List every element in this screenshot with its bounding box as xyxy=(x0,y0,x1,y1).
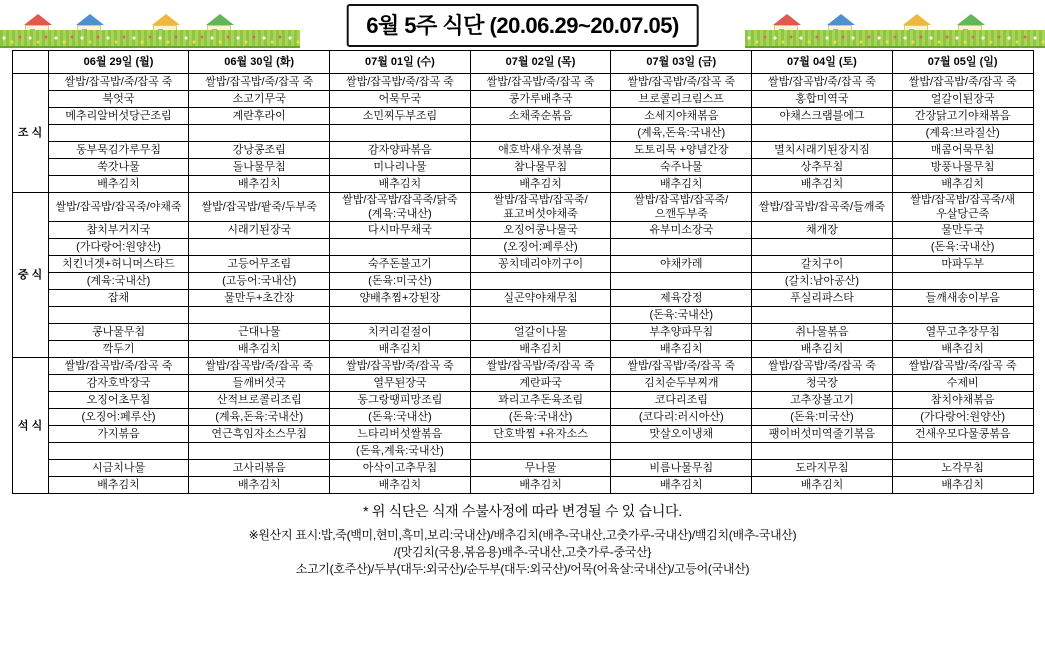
menu-cell: 배추김치 xyxy=(470,341,611,358)
table-row xyxy=(12,460,1033,477)
menu-cell: 참치야채볶음 xyxy=(892,392,1033,409)
page-header xyxy=(0,0,1045,48)
menu-cell: 양배추찜+강된장 xyxy=(330,290,471,307)
menu-cell: 감자양파볶음 xyxy=(330,142,471,159)
menu-cell xyxy=(189,239,330,256)
menu-cell: (계육:브라질산) xyxy=(892,125,1033,142)
menu-cell: 단호박찜 +유자소스 xyxy=(470,426,611,443)
menu-cell: 야채스크램블에그 xyxy=(752,108,893,125)
menu-cell: 팽이버섯미역줄기볶음 xyxy=(752,426,893,443)
menu-cell: (가다랑어:원양산) xyxy=(892,409,1033,426)
menu-cell: 근대나물 xyxy=(189,324,330,341)
title-box xyxy=(346,4,699,47)
menu-cell: 쌀밥/잡곡밥/죽/잡곡 죽 xyxy=(189,74,330,91)
menu-cell: 쌀밥/잡곡밥/죽/잡곡 죽 xyxy=(611,358,752,375)
menu-cell: 열무고추장무침 xyxy=(892,324,1033,341)
menu-cell: 브로콜리크림스프 xyxy=(611,91,752,108)
menu-cell: 배추김치 xyxy=(330,477,471,494)
page-title: 6월 5주 식단 (20.06.29~20.07.05) xyxy=(366,13,679,38)
table-header-row xyxy=(12,51,1033,74)
menu-cell: 꽁치데리야끼구이 xyxy=(470,256,611,273)
menu-cell xyxy=(189,307,330,324)
table-row xyxy=(12,409,1033,426)
menu-cell: 배추김치 xyxy=(330,176,471,193)
menu-cell: 부추양파무침 xyxy=(611,324,752,341)
menu-cell: 콩나물무침 xyxy=(48,324,189,341)
menu-cell: 계란후라이 xyxy=(189,108,330,125)
menu-cell: 배추김치 xyxy=(611,176,752,193)
menu-cell: 들깨버섯국 xyxy=(189,375,330,392)
decoration-right xyxy=(745,0,1045,48)
table-row xyxy=(12,358,1033,375)
menu-cell: 쌀밥/잡곡밥/죽/잡곡 죽 xyxy=(470,358,611,375)
menu-cell: 도토리묵 +양념간장 xyxy=(611,142,752,159)
note-origin-1: ※원산지 표시:밥,죽(백미,현미,흑미,보리:국내산)/배추김치(배추-국내산,고춧가루-국내산)/백김치(배추-국내산) xyxy=(248,528,797,542)
menu-cell: 쑥갓나물 xyxy=(48,159,189,176)
menu-cell: 쌀밥/잡곡밥/잡곡죽/표고버섯야채죽 xyxy=(470,193,611,222)
menu-cell: (계육,돈육:국내산) xyxy=(189,409,330,426)
menu-cell: 비름나물무침 xyxy=(611,460,752,477)
menu-cell: 메추리알버섯당근조림 xyxy=(48,108,189,125)
menu-cell: 쌀밥/잡곡밥/죽/잡곡 죽 xyxy=(892,358,1033,375)
menu-cell: 얼갈이된장국 xyxy=(892,91,1033,108)
table-row xyxy=(12,193,1033,222)
menu-cell xyxy=(611,273,752,290)
menu-cell: 동부묵김가루무침 xyxy=(48,142,189,159)
menu-cell: 야채카레 xyxy=(611,256,752,273)
corner-cell xyxy=(12,51,48,74)
menu-cell: 쌀밥/잡곡밥/죽/잡곡 죽 xyxy=(48,74,189,91)
menu-cell: (고등어:국내산) xyxy=(189,273,330,290)
menu-cell: (오징어:페루산) xyxy=(48,409,189,426)
menu-cell: 맛살오이냉채 xyxy=(611,426,752,443)
menu-cell: 노각무침 xyxy=(892,460,1033,477)
menu-cell: 배추김치 xyxy=(189,341,330,358)
menu-cell: 쌀밥/잡곡밥/잡곡죽/닭죽(계육:국내산) xyxy=(330,193,471,222)
menu-cell: 마파두부 xyxy=(892,256,1033,273)
menu-cell: 얼갈이나물 xyxy=(470,324,611,341)
menu-cell: (오징어:페루산) xyxy=(470,239,611,256)
decoration-left xyxy=(0,0,300,48)
menu-cell: 실곤약야채무침 xyxy=(470,290,611,307)
menu-cell: 고사리볶음 xyxy=(189,460,330,477)
menu-cell: 배추김치 xyxy=(611,477,752,494)
menu-cell: 시금치나물 xyxy=(48,460,189,477)
menu-cell: 가지볶음 xyxy=(48,426,189,443)
menu-cell: 감자호박장국 xyxy=(48,375,189,392)
menu-cell: 쌀밥/잡곡밥/잡곡죽/새 우살당근죽 xyxy=(892,193,1033,222)
menu-cell: 느타리버섯쌀볶음 xyxy=(330,426,471,443)
meal-label-0: 조 식 xyxy=(12,74,48,193)
menu-cell: 쌀밥/잡곡밥/죽/잡곡 죽 xyxy=(752,358,893,375)
note-origin-3: 소고기(호주산)/두부(대두:외국산)/순두부(대두:외국산)/어묵(어육살:국내산)/고등어(국내산) xyxy=(295,562,750,576)
menu-cell xyxy=(330,307,471,324)
menu-cell: 매콤어묵무침 xyxy=(892,142,1033,159)
menu-cell: (계육:국내산) xyxy=(48,273,189,290)
menu-cell: 돌나물무침 xyxy=(189,159,330,176)
menu-cell: 어묵무국 xyxy=(330,91,471,108)
menu-cell: 쌀밥/잡곡밥/잡곡죽/들깨죽 xyxy=(752,193,893,222)
menu-cell: 숙주돈불고기 xyxy=(330,256,471,273)
menu-cell: 연근흑임자소스무침 xyxy=(189,426,330,443)
table-row xyxy=(12,222,1033,239)
menu-cell: 참치부거지국 xyxy=(48,222,189,239)
menu-cell: 계란파국 xyxy=(470,375,611,392)
table-row xyxy=(12,273,1033,290)
table-row xyxy=(12,74,1033,91)
menu-cell: 갈치구이 xyxy=(752,256,893,273)
menu-cell: (돈육,계육:국내산) xyxy=(330,443,471,460)
menu-cell xyxy=(752,239,893,256)
menu-cell: 배추김치 xyxy=(752,176,893,193)
menu-cell: 들깨새송이부음 xyxy=(892,290,1033,307)
menu-cell xyxy=(752,125,893,142)
menu-cell: 간장닭고기야채볶음 xyxy=(892,108,1033,125)
menu-cell: 쌀밥/잡곡밥/죽/잡곡 죽 xyxy=(48,358,189,375)
menu-cell: 시래기된장국 xyxy=(189,222,330,239)
menu-cell: 무나물 xyxy=(470,460,611,477)
table-row xyxy=(12,307,1033,324)
day-header: 07월 01일 (수) xyxy=(330,51,471,74)
menu-cell xyxy=(752,443,893,460)
menu-cell xyxy=(611,443,752,460)
table-row xyxy=(12,176,1033,193)
menu-cell: 산적브로콜리조림 xyxy=(189,392,330,409)
table-row xyxy=(12,324,1033,341)
menu-cell: 치커리겉절이 xyxy=(330,324,471,341)
table-row xyxy=(12,159,1033,176)
menu-cell: 홍합미역국 xyxy=(752,91,893,108)
menu-cell xyxy=(189,443,330,460)
menu-cell: 채개장 xyxy=(752,222,893,239)
menu-cell: 쌀밥/잡곡밥/죽/잡곡 죽 xyxy=(611,74,752,91)
menu-cell: 꽈리고추돈육조림 xyxy=(470,392,611,409)
menu-cell: 물만두+초간장 xyxy=(189,290,330,307)
menu-cell: 북엇국 xyxy=(48,91,189,108)
table-row xyxy=(12,256,1033,273)
menu-cell: 쌀밥/잡곡밥/죽/잡곡 죽 xyxy=(752,74,893,91)
menu-cell: 잡채 xyxy=(48,290,189,307)
table-row xyxy=(12,341,1033,358)
menu-cell xyxy=(48,307,189,324)
menu-cell: (갈치:남아공산) xyxy=(752,273,893,290)
menu-cell: 청국장 xyxy=(752,375,893,392)
menu-cell: (돈육:국내산) xyxy=(611,307,752,324)
menu-cell: 수제비 xyxy=(892,375,1033,392)
menu-cell: 고추장볼고기 xyxy=(752,392,893,409)
menu-cell: 유부미소장국 xyxy=(611,222,752,239)
menu-cell: 상추무침 xyxy=(752,159,893,176)
day-header: 07월 03일 (금) xyxy=(611,51,752,74)
table-row xyxy=(12,125,1033,142)
menu-cell: 배추김치 xyxy=(752,477,893,494)
note-change: * 위 식단은 식재 수불사정에 따라 변경될 수 있 습니다. xyxy=(363,503,682,519)
menu-cell xyxy=(892,443,1033,460)
menu-cell: 푸실리파스타 xyxy=(752,290,893,307)
menu-cell: 열무된장국 xyxy=(330,375,471,392)
menu-cell: 소채죽순볶음 xyxy=(470,108,611,125)
menu-cell: (계육,돈육:국내산) xyxy=(611,125,752,142)
note-origin-2: /{맛김치(국용,볶음용)배추-국내산,고춧가루-중국산} xyxy=(393,545,652,559)
menu-cell: (돈육:국내산) xyxy=(892,239,1033,256)
table-row xyxy=(12,477,1033,494)
menu-cell: 배추김치 xyxy=(189,176,330,193)
menu-cell: 강낭콩조림 xyxy=(189,142,330,159)
menu-cell: (돈육:미국산) xyxy=(752,409,893,426)
menu-cell: 배추김치 xyxy=(892,477,1033,494)
menu-cell: 배추김치 xyxy=(189,477,330,494)
menu-cell: 쌀밥/잡곡밥/죽/잡곡 죽 xyxy=(892,74,1033,91)
menu-cell: (코다리:러시아산) xyxy=(611,409,752,426)
menu-cell: 배추김치 xyxy=(892,341,1033,358)
table-row xyxy=(12,91,1033,108)
menu-cell: 오징어콩나물국 xyxy=(470,222,611,239)
menu-cell: 동그랑땡피망조림 xyxy=(330,392,471,409)
table-row xyxy=(12,290,1033,307)
menu-cell: (돈육:국내산) xyxy=(330,409,471,426)
menu-cell: 배추김치 xyxy=(48,176,189,193)
menu-cell: 깍두기 xyxy=(48,341,189,358)
table-row xyxy=(12,375,1033,392)
table-row xyxy=(12,239,1033,256)
day-header: 06월 30일 (화) xyxy=(189,51,330,74)
menu-cell: 숙주나물 xyxy=(611,159,752,176)
footnotes xyxy=(0,501,1045,578)
menu-cell: 소세지야채볶음 xyxy=(611,108,752,125)
menu-cell: 아삭이고추무침 xyxy=(330,460,471,477)
menu-cell: 배추김치 xyxy=(892,176,1033,193)
menu-cell: 코다리조림 xyxy=(611,392,752,409)
day-header: 07월 05일 (일) xyxy=(892,51,1033,74)
menu-cell xyxy=(470,273,611,290)
menu-cell: (돈육:국내산) xyxy=(470,409,611,426)
menu-cell xyxy=(752,307,893,324)
menu-cell xyxy=(330,239,471,256)
menu-cell xyxy=(48,443,189,460)
menu-cell: 다시마무채국 xyxy=(330,222,471,239)
menu-cell: 멸치시래기된장지짐 xyxy=(752,142,893,159)
menu-table xyxy=(12,50,1034,494)
menu-cell: 쌀밥/잡곡밥/죽/잡곡 죽 xyxy=(330,358,471,375)
menu-cell: 방풍나물무침 xyxy=(892,159,1033,176)
menu-cell: 쌀밥/잡곡밥/잡곡죽/으깬두부죽 xyxy=(611,193,752,222)
menu-cell: 치킨너겟+허니머스타드 xyxy=(48,256,189,273)
menu-cell xyxy=(892,273,1033,290)
menu-cell xyxy=(330,125,471,142)
menu-cell: (가다랑어:원양산) xyxy=(48,239,189,256)
menu-cell xyxy=(470,443,611,460)
menu-cell: 배추김치 xyxy=(48,477,189,494)
menu-cell: 쌀밥/잡곡밥/죽/잡곡 죽 xyxy=(330,74,471,91)
table-row xyxy=(12,142,1033,159)
day-header: 07월 02일 (목) xyxy=(470,51,611,74)
menu-cell: 취나물볶음 xyxy=(752,324,893,341)
menu-cell: 쌀밥/잡곡밥/잡곡죽/야채죽 xyxy=(48,193,189,222)
menu-cell: 김치순두부찌개 xyxy=(611,375,752,392)
day-header: 07월 04일 (토) xyxy=(752,51,893,74)
table-row xyxy=(12,108,1033,125)
menu-cell xyxy=(470,307,611,324)
table-row xyxy=(12,443,1033,460)
menu-cell: 도라지무침 xyxy=(752,460,893,477)
menu-cell xyxy=(470,125,611,142)
menu-cell: 물만두국 xyxy=(892,222,1033,239)
menu-cell: 제육강정 xyxy=(611,290,752,307)
table-row xyxy=(12,426,1033,443)
menu-cell: 참나물무침 xyxy=(470,159,611,176)
menu-cell: 쌀밥/잡곡밥/팥죽/두부죽 xyxy=(189,193,330,222)
menu-cell: 배추김치 xyxy=(330,341,471,358)
menu-cell: 오징어초무침 xyxy=(48,392,189,409)
menu-cell: 배추김치 xyxy=(752,341,893,358)
menu-cell xyxy=(611,239,752,256)
menu-cell xyxy=(48,125,189,142)
meal-label-1: 중 식 xyxy=(12,193,48,358)
menu-cell: 콩가루배추국 xyxy=(470,91,611,108)
menu-cell: 미나리나물 xyxy=(330,159,471,176)
day-header: 06월 29일 (월) xyxy=(48,51,189,74)
menu-cell xyxy=(189,125,330,142)
menu-cell: 쌀밥/잡곡밥/죽/잡곡 죽 xyxy=(189,358,330,375)
table-row xyxy=(12,392,1033,409)
menu-cell: 고등어무조림 xyxy=(189,256,330,273)
menu-cell: 애호박새우젓볶음 xyxy=(470,142,611,159)
menu-cell: 건새우모다물콩볶음 xyxy=(892,426,1033,443)
menu-cell: 배추김치 xyxy=(470,477,611,494)
menu-cell: 소고기무국 xyxy=(189,91,330,108)
menu-cell: 쌀밥/잡곡밥/죽/잡곡 죽 xyxy=(470,74,611,91)
menu-cell: 소민찌두부조림 xyxy=(330,108,471,125)
meal-label-2: 석 식 xyxy=(12,358,48,494)
menu-cell: 배추김치 xyxy=(470,176,611,193)
menu-cell xyxy=(892,307,1033,324)
menu-cell: 배추김치 xyxy=(611,341,752,358)
menu-cell: (돈육:미국산) xyxy=(330,273,471,290)
